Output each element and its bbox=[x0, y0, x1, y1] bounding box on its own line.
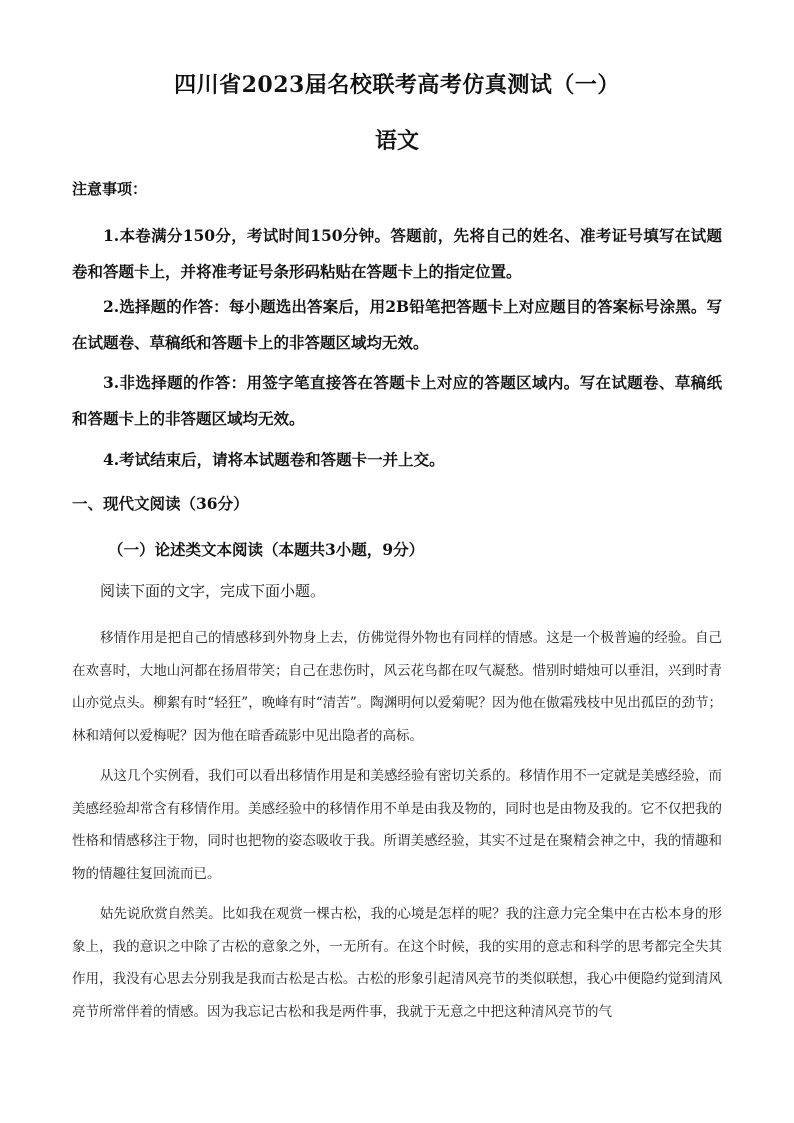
subject-title: 语文 bbox=[374, 128, 419, 154]
passage-paragraph: 姑先说欣赏自然美。比如我在观赏一棵古松，我的心境是怎样的呢？我的注意力完全集中在古松本身的形象上，我的意识之中除了古松的意象之外，一无所有。在这个时候，我的实用的意志和科学的思考都完全失其作用，我没有心思去分别我是我而古松是古松。古松的形象引起清风亮节的类似联想，我心中便隐约觉到清风亮节所常伴着的情感。因为我忘记古松和我是两件事，我就于无意之中把这种清风亮节的气 bbox=[72, 906, 722, 1020]
notes-heading: 注意事项： bbox=[72, 180, 148, 198]
note-item: 3.非选择题的作答：用签字笔直接答在答题卡上对应的答题区域内。写在试题卷、草稿纸和答题卡上的非答题区域均无效。 bbox=[72, 373, 722, 428]
note-item: 1.本卷满分150分，考试时间150分钟。答题前，先将自己的姓名、准考证号填写在试题卷和答题卡上，并将准考证号条形码粘贴在答题卡上的指定位置。 bbox=[72, 226, 722, 281]
reading-instruction: 阅读下面的文字，完成下面小题。 bbox=[100, 582, 326, 600]
subsection-heading: （一）论述类文本阅读（本题共3小题，9分） bbox=[108, 540, 425, 559]
note-item: 2.选择题的作答：每小题选出答案后，用2B铅笔把答题卡上对应题目的答案标号涂黑。写在试题卷、草稿纸和答题卡上的非答题区域均无效。 bbox=[72, 297, 722, 352]
note-item: 4.考试结束后，请将本试题卷和答题卡一并上交。 bbox=[103, 450, 445, 469]
exam-title: 四川省2023届名校联考高考仿真测试（一） bbox=[174, 72, 620, 98]
passage-paragraph: 移情作用是把自己的情感移到外物身上去，仿佛觉得外物也有同样的情感。这是一个极普遍的经验。自己在欢喜时，大地山河都在扬眉带笑；自己在悲伤时，风云花鸟都在叹气凝愁。惜别时蜡烛可以垂泪，兴到时青山亦觉点头。柳絮有时“轻狂”，晚峰有时“清苦”。陶渊明何以爱菊呢？因为他在傲霜残枝中见出孤臣的劲节；林和靖何以爱梅呢？因为他在暗香疏影中见出隐者的高标。 bbox=[72, 630, 722, 744]
passage-paragraph: 从这几个实例看，我们可以看出移情作用是和美感经验有密切关系的。移情作用不一定就是美感经验，而美感经验却常含有移情作用。美感经验中的移情作用不单是由我及物的，同时也是由物及我的。它不仅把我的性格和情感移注于物，同时也把物的姿态吸收于我。所谓美感经验，其实不过是在聚精会神之中，我的情趣和物的情趣往复回流而已。 bbox=[72, 768, 722, 882]
section-heading: 一、现代文阅读（36分） bbox=[72, 494, 249, 513]
